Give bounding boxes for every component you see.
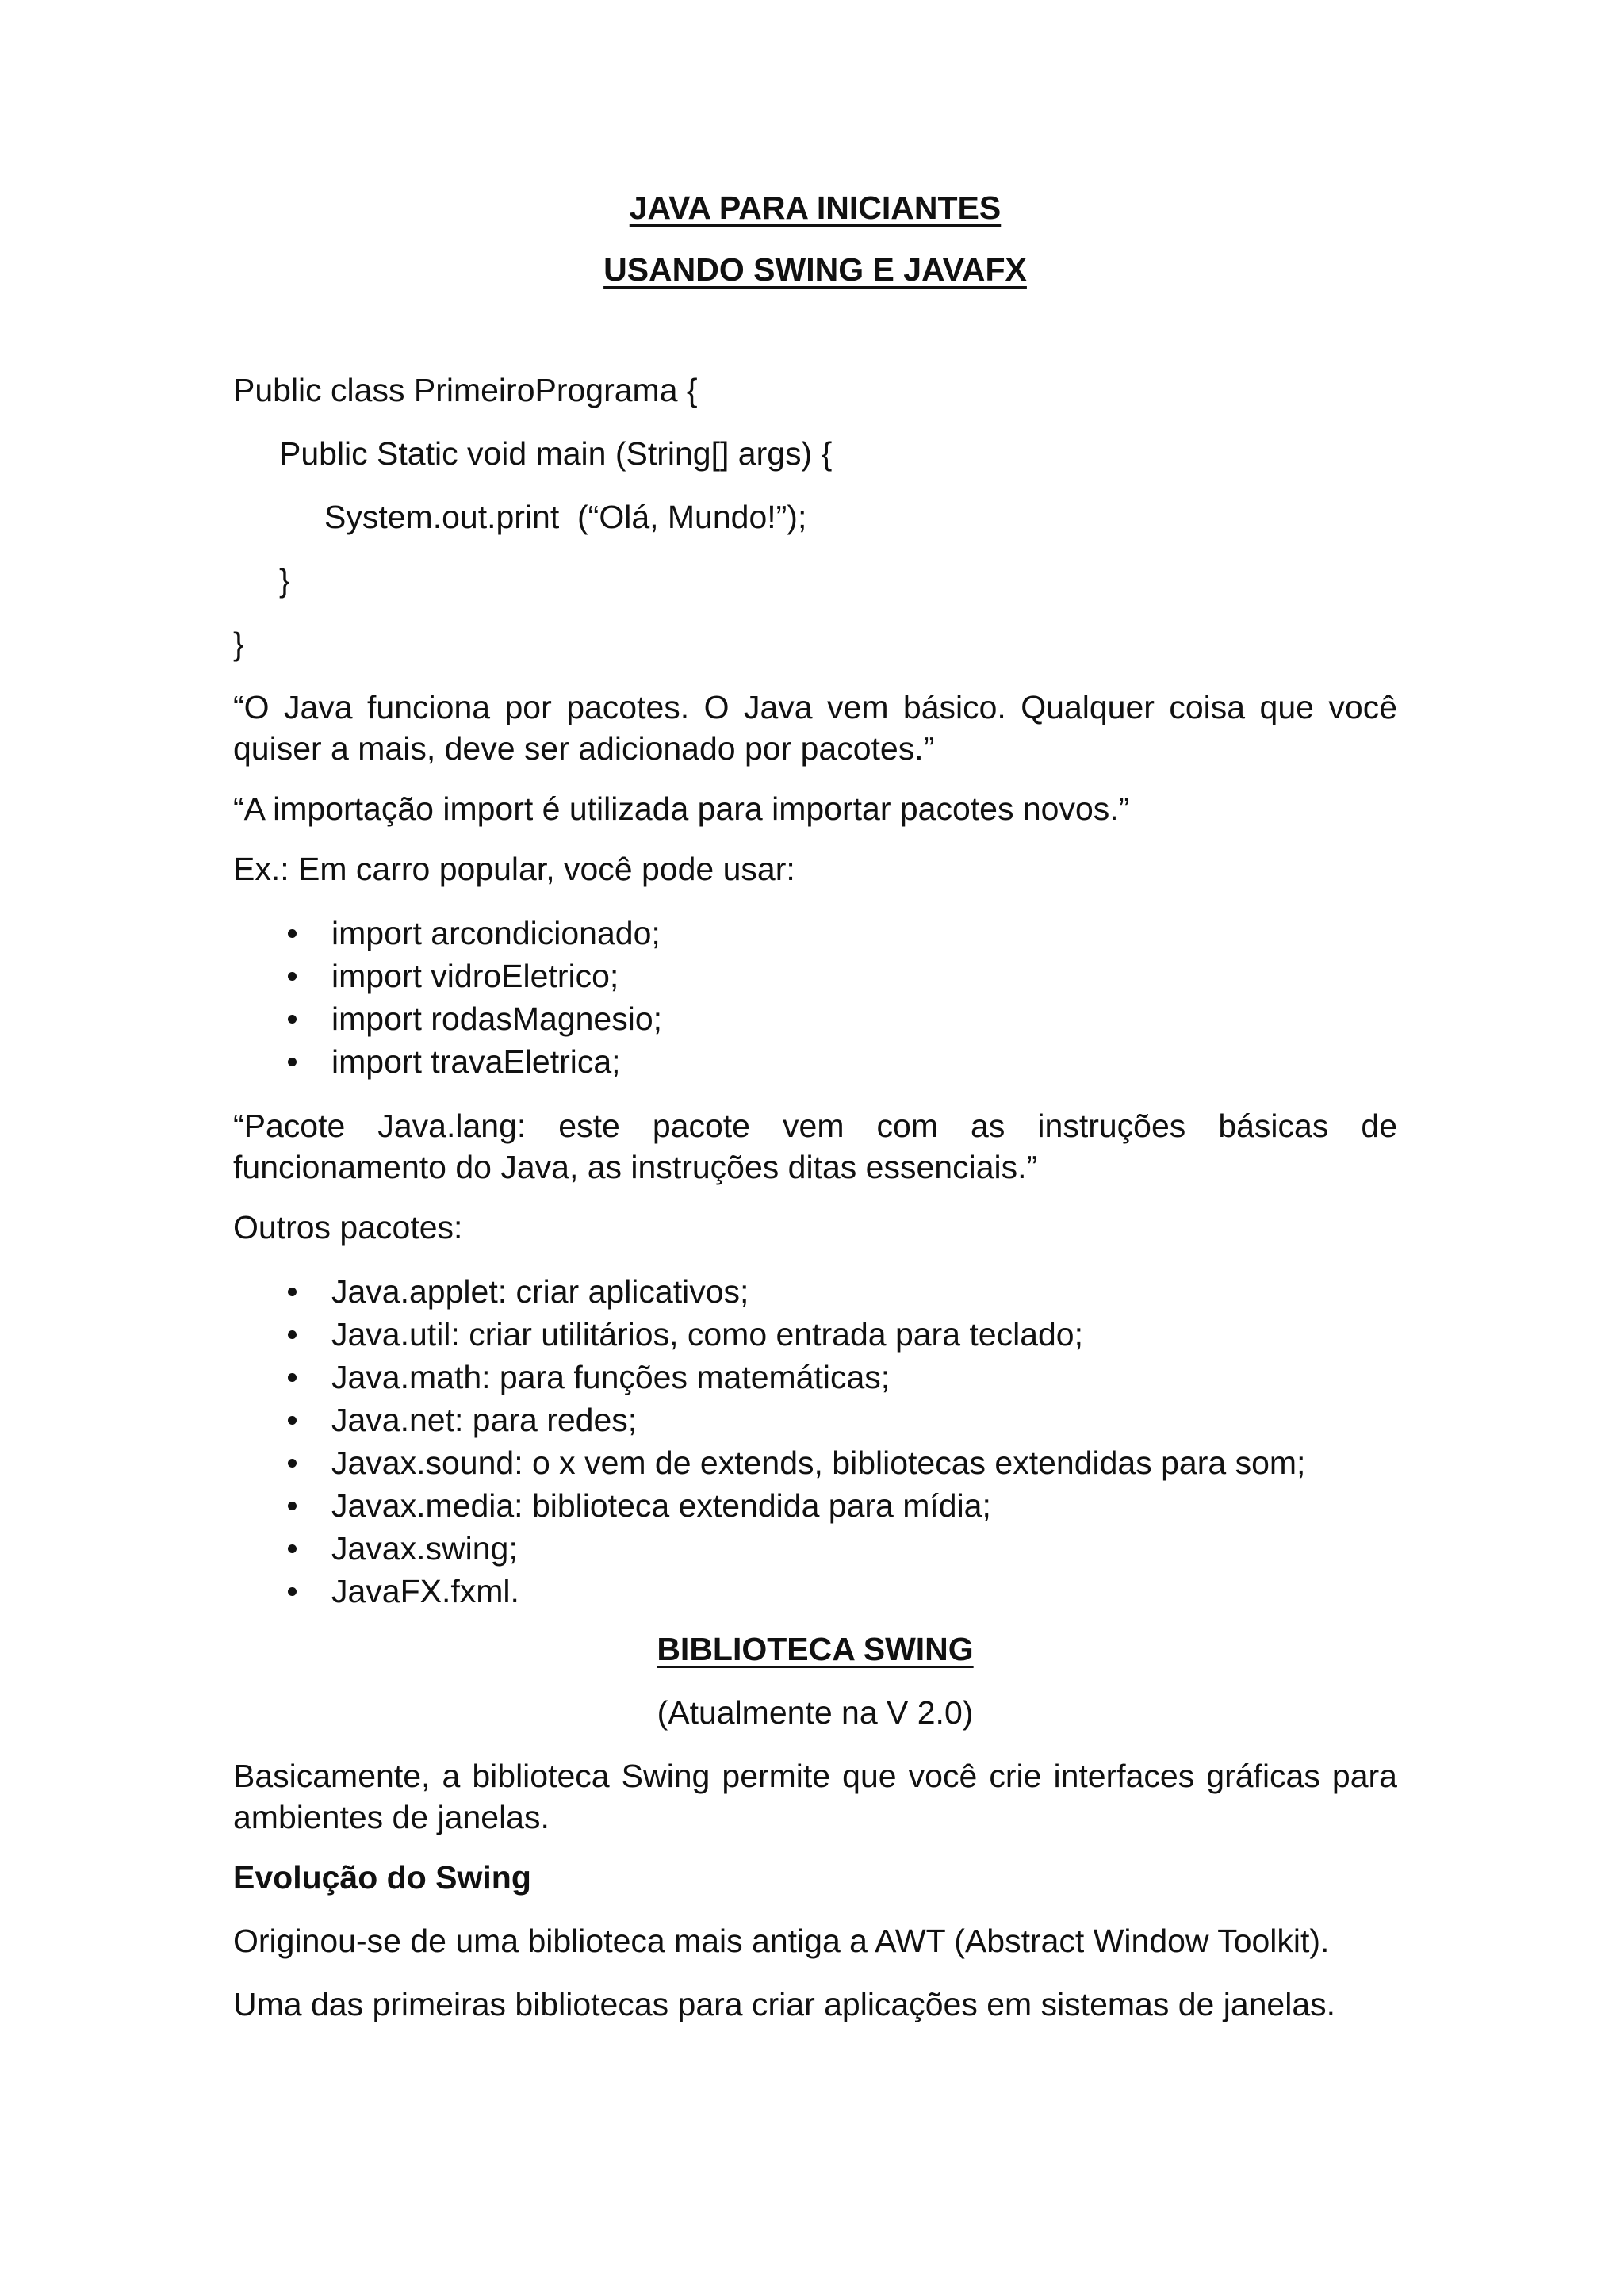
- import-list: [233, 912, 1397, 1083]
- list-item: Java.net: para redes;: [233, 1399, 1397, 1441]
- swing-version: (Atualmente na V 2.0): [657, 1694, 974, 1731]
- document-title: JAVA PARA INICIANTES: [629, 189, 1002, 226]
- code-line-1: Public class PrimeiroPrograma {: [233, 372, 698, 408]
- document-body: [233, 187, 1397, 2025]
- list-item: import rodasMagnesio;: [233, 997, 1397, 1040]
- section-heading-swing: BIBLIOTECA SWING: [657, 1631, 974, 1667]
- list-item: Java.util: criar utilitários, como entrada para teclado;: [233, 1313, 1397, 1356]
- paragraph-example: Ex.: Em carro popular, você pode usar:: [233, 851, 795, 887]
- paragraph-evolution-2: Uma das primeiras bibliotecas para criar aplicações em sistemas de janelas.: [233, 1986, 1336, 2022]
- list-item: Java.applet: criar aplicativos;: [233, 1270, 1397, 1313]
- list-item: import arcondicionado;: [233, 912, 1397, 955]
- code-example: [233, 369, 1397, 664]
- list-item: Javax.sound: o x vem de extends, bibliotecas extendidas para som;: [233, 1441, 1397, 1484]
- code-line-5: }: [233, 626, 244, 662]
- paragraph-swing-intro: Basicamente, a biblioteca Swing permite que você crie interfaces gráficas para ambientes de janelas.: [233, 1758, 1397, 1835]
- paragraph-import: “A importação import é utilizada para importar pacotes novos.”: [233, 790, 1130, 827]
- package-list: [233, 1270, 1397, 1613]
- list-item: import travaEletrica;: [233, 1040, 1397, 1083]
- code-line-3: System.out.print (“Olá, Mundo!”);: [324, 499, 807, 535]
- paragraph-other-packages: Outros pacotes:: [233, 1209, 463, 1246]
- document-subtitle: USANDO SWING E JAVAFX: [603, 251, 1027, 288]
- code-line-4: }: [279, 562, 290, 599]
- list-item: Javax.media: biblioteca extendida para mídia;: [233, 1484, 1397, 1527]
- list-item: Java.math: para funções matemáticas;: [233, 1356, 1397, 1399]
- paragraph-java-lang: “Pacote Java.lang: este pacote vem com as instruções básicas de funcionamento do Java, as instruções ditas essenciais.”: [233, 1108, 1397, 1185]
- code-line-2: Public Static void main (String[] args) {: [279, 435, 833, 472]
- list-item: JavaFX.fxml.: [233, 1570, 1397, 1613]
- paragraph-packages: “O Java funciona por pacotes. O Java vem básico. Qualquer coisa que você quiser a mais, deve ser adicionado por pacotes.”: [233, 689, 1397, 767]
- section-heading-evolution: Evolução do Swing: [233, 1859, 531, 1896]
- paragraph-evolution-1: Originou-se de uma biblioteca mais antiga a AWT (Abstract Window Toolkit).: [233, 1923, 1330, 1959]
- list-item: import vidroEletrico;: [233, 955, 1397, 997]
- list-item: Javax.swing;: [233, 1527, 1397, 1570]
